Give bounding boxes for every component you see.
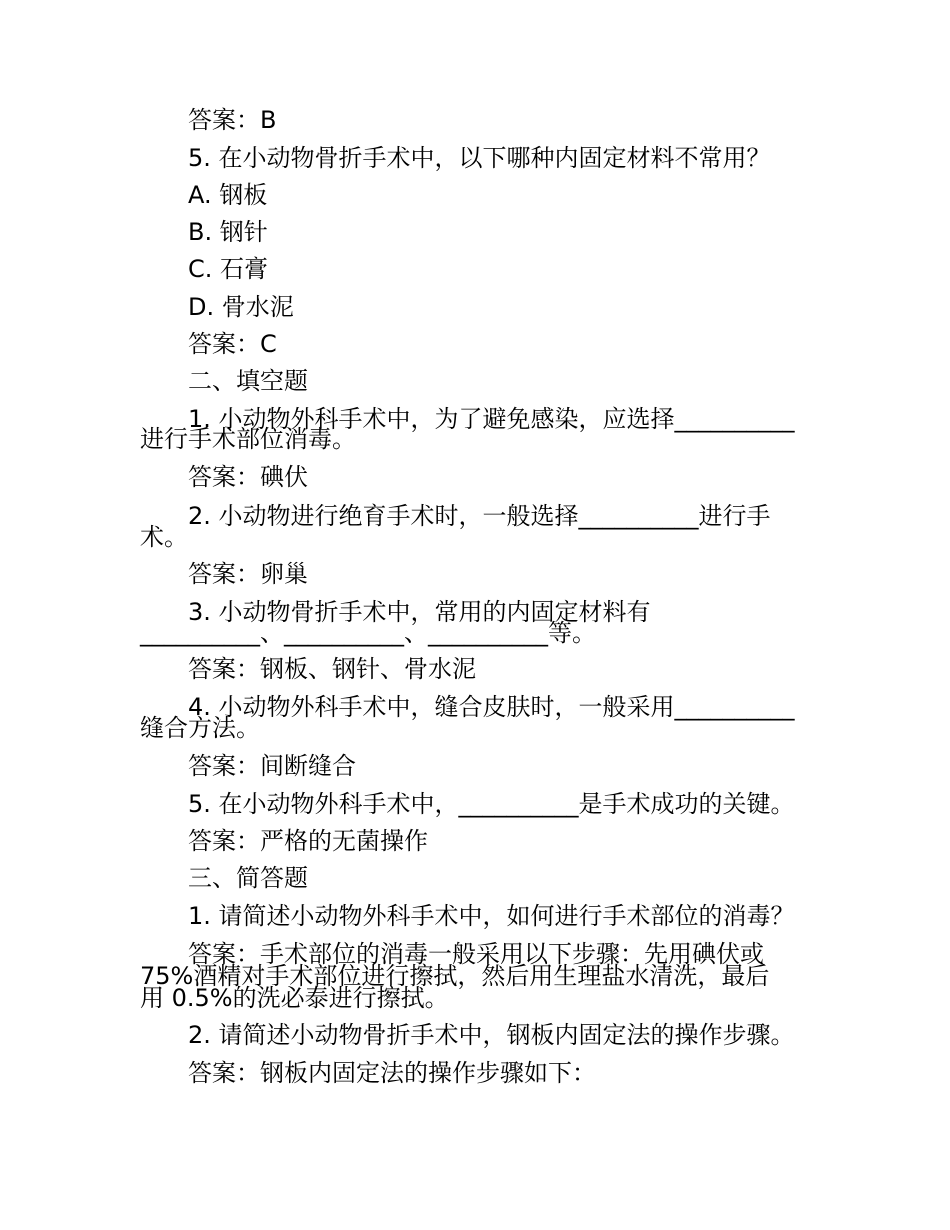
answer-continuation: 用 0.5%的洗必泰进行擦拭。 xyxy=(140,984,449,1012)
question-continuation: 缝合方法。 xyxy=(140,714,260,742)
answer-line: 答案：手术部位的消毒一般采用以下步骤：先用碘伏或 xyxy=(188,940,764,968)
answer-line: 答案：钢板、钢针、骨水泥 xyxy=(188,655,476,683)
question-line: 1. 请简述小动物外科手术中，如何进行手术部位的消毒？ xyxy=(188,902,795,930)
question-line: 2. 小动物进行绝育手术时，一般选择__________进行手 xyxy=(188,502,771,530)
answer-line: 答案：C xyxy=(188,330,277,358)
question-continuation: 术。 xyxy=(140,523,188,551)
question-line: 5. 在小动物骨折手术中，以下哪种内固定材料不常用？ xyxy=(188,144,771,172)
answer-line: 答案：卵巢 xyxy=(188,560,308,588)
answer-line: 答案：碘伏 xyxy=(188,463,308,491)
answer-continuation: 75%酒精对手术部位进行擦拭，然后用生理盐水清洗，最后 xyxy=(140,962,770,990)
section-heading: 三、简答题 xyxy=(188,864,308,892)
question-continuation: 进行手术部位消毒。 xyxy=(140,425,356,453)
option-line: D. 骨水泥 xyxy=(188,293,294,321)
option-line: C. 石膏 xyxy=(188,255,269,283)
question-line: 1. 小动物外科手术中，为了避免感染，应选择__________ xyxy=(188,405,795,433)
section-heading: 二、填空题 xyxy=(188,367,308,395)
answer-line: 答案：严格的无菌操作 xyxy=(188,827,428,855)
question-line: 3. 小动物骨折手术中，常用的内固定材料有 xyxy=(188,598,651,626)
question-continuation: __________、__________、__________等。 xyxy=(140,619,596,647)
question-line: 4. 小动物外科手术中，缝合皮肤时，一般采用__________ xyxy=(188,693,795,721)
question-line: 5. 在小动物外科手术中，__________是手术成功的关键。 xyxy=(188,790,795,818)
option-line: B. 钢针 xyxy=(188,218,268,246)
answer-line: 答案：间断缝合 xyxy=(188,752,356,780)
question-line: 2. 请简述小动物骨折手术中，钢板内固定法的操作步骤。 xyxy=(188,1021,795,1049)
answer-line: 答案：B xyxy=(188,106,277,134)
answer-line: 答案：钢板内固定法的操作步骤如下： xyxy=(188,1059,596,1087)
option-line: A. 钢板 xyxy=(188,181,268,209)
